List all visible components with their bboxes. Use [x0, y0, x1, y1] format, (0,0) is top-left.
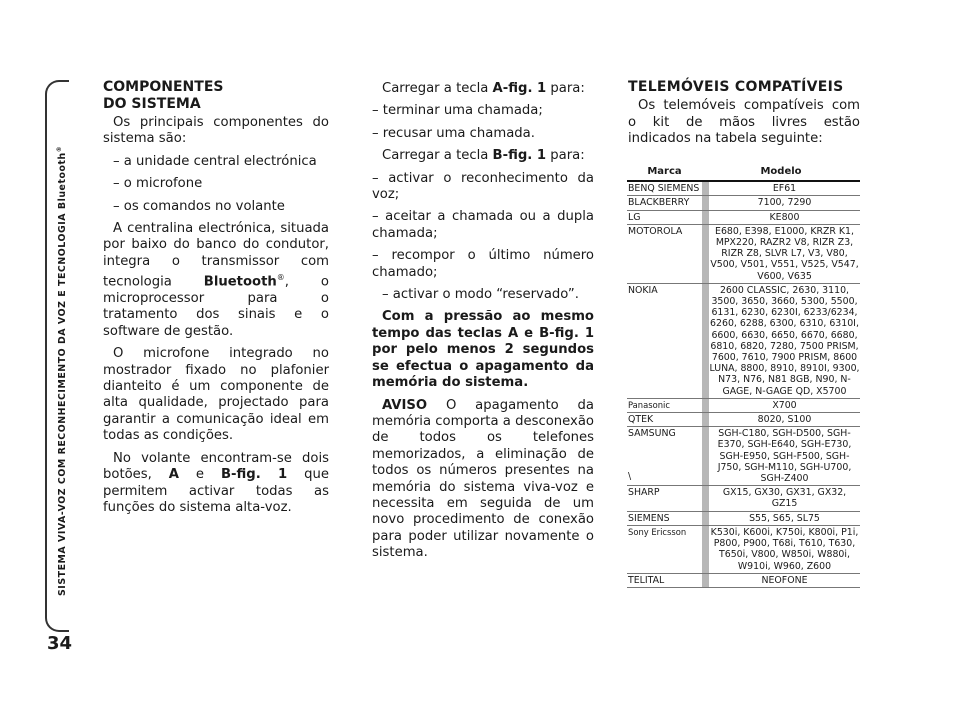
- table-row: [627, 196, 860, 210]
- table-row: [627, 413, 860, 427]
- list-item: – o microfone: [113, 176, 203, 192]
- brand-cell: Sony Ericsson: [628, 526, 687, 537]
- model-cell: NEOFONE: [702, 574, 860, 587]
- table-row: [627, 284, 860, 399]
- brand-cell: SAMSUNG \: [628, 428, 676, 483]
- brand-cell: BLACKBERRY: [628, 197, 690, 209]
- model-cell: S55, S65, SL75: [702, 512, 860, 525]
- column-buttons: [372, 81, 594, 568]
- paragraph: O microfone integrado no mostrador fixado no plafonier dianteito é um componente de alta qualidade, projectado para garantir a comunicação ideal em todas as condições.: [103, 346, 329, 444]
- brand-cell: SIEMENS: [628, 512, 670, 524]
- column-header-model: Modelo: [760, 166, 802, 177]
- model-cell: GX15, GX30, GX31, GX32, GZ15: [702, 486, 860, 510]
- paragraph: Os telemóveis compatíveis com o kit de mãos livres estão indicados na tabela seguinte:: [628, 98, 860, 147]
- list-item: – activar o modo “reservado”.: [382, 287, 579, 303]
- brand-cell: SHARP: [628, 487, 660, 499]
- model-cell: E680, E398, E1000, KRZR K1, MPX220, RAZR2 V8, RIZR Z3, RIZR Z8, SLVR L7, V3, V80, V500, V501, V551, V525, V547, V600, V635: [702, 225, 860, 283]
- list-item: – os comandos no volante: [113, 198, 285, 214]
- paragraph: Carregar a tecla A-fig. 1 para:: [382, 81, 585, 96]
- paragraph: No volante encontram-se dois botões, A e B-fig. 1 que permitem activar todas as funções do sistema alta-voz.: [103, 450, 329, 515]
- column-header-brand: Marca: [647, 166, 682, 177]
- table-row: [627, 427, 860, 486]
- list-item: – activar o reconhecimento da voz;: [372, 170, 594, 203]
- model-cell: K530i, K600i, K750i, K800i, P1i, P800, P900, T68i, T610, T630, T650i, V800, W850i, W880i, W910i, W960, Z600: [702, 526, 860, 573]
- table-row: [627, 182, 860, 196]
- table-row: [627, 399, 860, 413]
- table-row: [627, 526, 860, 574]
- table-row: [627, 486, 860, 511]
- table-header: [627, 166, 860, 182]
- list-item: – aceitar a chamada ou a dupla chamada;: [372, 209, 594, 241]
- table-row: [627, 574, 860, 588]
- model-cell: KE800: [702, 211, 860, 224]
- list-item: – recusar uma chamada.: [372, 125, 535, 141]
- brand-cell: NOKIA: [628, 284, 658, 296]
- brand-cell: LG: [628, 211, 641, 223]
- paragraph: A centralina electrónica, situada por baixo do banco do condutor, integra o transmissor com tecnologia Bluetooth®, o microprocessor para o tratamento dos sinais e o software de gestão.: [103, 221, 329, 339]
- paragraph: Carregar a tecla B-fig. 1 para:: [382, 148, 585, 164]
- side-chapter-title: SISTEMA VIVA-VOZ COM RECONHECIMENTO DA VOZ E TECNOLOGIA Bluetooth®: [56, 145, 69, 596]
- column-compatible-phones: [628, 79, 860, 154]
- table-row: [627, 512, 860, 526]
- model-cell: 2600 CLASSIC, 2630, 3110, 3500, 3650, 3660, 5300, 5500, 6131, 6230, 6230I, 6233/6234, 6260, 6288, 6300, 6310, 6310I, 6600, 6630, 6650, 6670, 6680, 6810, 6820, 7280, 7500 PRISM, 7600, 7610, 7900 PRISM, 8600 LUNA, 8800, 8910, 8910I, 9300, N73, N76, N81 8GB, N90, N-GAGE, N-GAGE QD, X5700: [702, 284, 860, 398]
- model-cell: 7100, 7290: [702, 196, 860, 209]
- brand-cell: MOTOROLA: [628, 225, 683, 237]
- compatibility-table: [627, 166, 860, 588]
- warning-paragraph: AVISO O apagamento da memória comporta a desconexão de todos os telefones memorizados, a eliminação de todos os números presentes na memória do sistema viva-voz e necessita em seguida de um novo procedimento de conexão para poder utilizar novamente o sistema.: [372, 397, 594, 561]
- list-item: – a unidade central electrónica: [113, 153, 317, 169]
- table-row: [627, 211, 860, 225]
- model-cell: EF61: [702, 182, 860, 195]
- brand-cell: TELITAL: [628, 574, 665, 586]
- list-item: – terminar uma chamada;: [372, 103, 543, 119]
- page-number: 34: [47, 633, 73, 654]
- brand-cell: Panasonic: [628, 399, 670, 410]
- list-item: – recompor o último número chamado;: [372, 248, 594, 280]
- table-row: [627, 225, 860, 284]
- model-cell: 8020, S100: [702, 413, 860, 426]
- brand-cell: BENQ SIEMENS: [628, 183, 700, 195]
- bold-paragraph: Com a pressão ao mesmo tempo das teclas A e B-fig. 1 por pelo menos 2 segundos se efectua o apagamento da memória do sistema.: [372, 309, 594, 391]
- column-components: [103, 79, 329, 522]
- model-cell: X700: [702, 399, 860, 412]
- paragraph: Os principais componentes do sistema são:: [103, 115, 329, 147]
- section-heading: TELEMÓVEIS COMPATÍVEIS: [628, 79, 844, 95]
- model-cell: SGH-C180, SGH-D500, SGH-E370, SGH-E640, SGH-E730, SGH-E950, SGH-F500, SGH-J750, SGH-M110, SGH-U700, SGH-Z400: [702, 427, 860, 485]
- brand-cell: QTEK: [628, 414, 654, 426]
- section-heading: COMPONENTES DO SISTEMA: [103, 79, 224, 112]
